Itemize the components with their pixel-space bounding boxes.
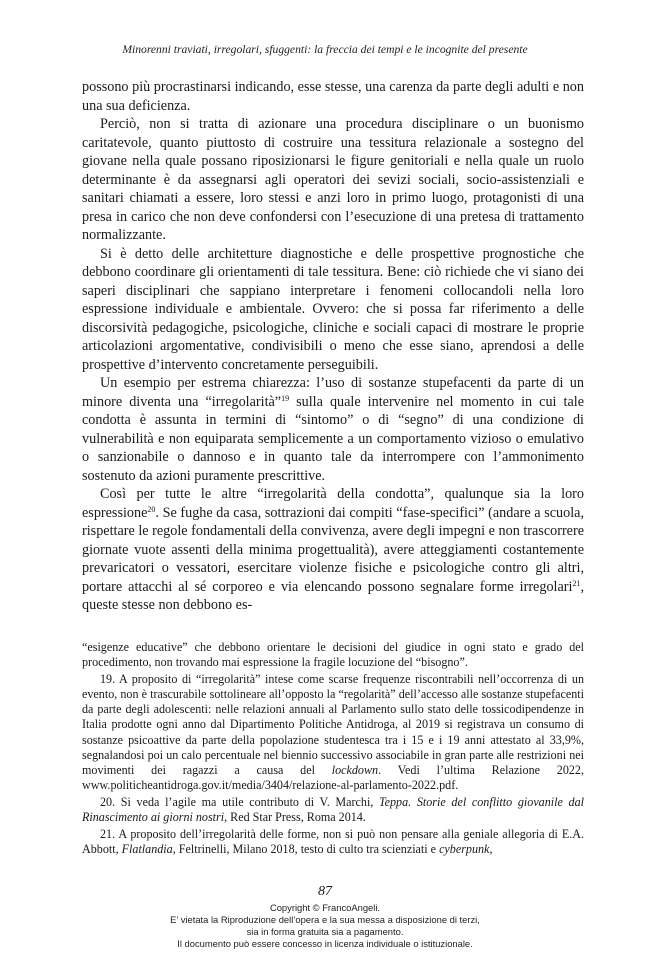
paragraph-text: Così per tutte le altre “irregolarità della condotta”, qualunque sia la loro espressione	[82, 486, 584, 521]
footnote-text: 21. A proposito dell’irregolarità delle forme, non si può non pensare alla geniale allegoria di E.A. Abbott,	[82, 827, 584, 857]
copyright-line: E’ vietata la Riproduzione dell’opera e la sua messa a disposizione di terzi,	[170, 914, 480, 925]
footnote-text: 20. Si veda l’agile ma utile contributo di V. Marchi,	[100, 794, 380, 809]
running-title: Minorenni traviati, irregolari, sfuggenti: la freccia dei tempi e le incognite del presente	[122, 43, 528, 56]
copyright-line: Il documento può essere concesso in licenza individuale o istituzionale.	[177, 938, 473, 949]
footnote-ref: 21	[572, 578, 581, 588]
paragraph-text: . Se fughe da casa, sottrazioni dai compiti “fase-specifici” (andare a scuola, rispettare le regole fondamentali della convivenza, avere degli impegni e non trascorrere giornate vuote assenti della minima progettualità), avere atteggiamenti costantemente prevaricatori o vessatori, esercitare violenze fisiche e psicologiche contro gli altri, portare attacchi al sé corporeo e via elencando possono segnalare forme irregolari	[82, 504, 584, 595]
footnote-ref: 20	[147, 504, 156, 514]
footnotes	[82, 640, 584, 859]
footnote-text: . Vedi l’ultima Relazione 2022, www.politicheantidroga.gov.it/media/3404/relazione-al-parlamento-2022.pdf.	[82, 762, 584, 792]
paragraph	[82, 374, 584, 485]
paragraph: possono più procrastinarsi indicando, esse stesse, una carenza da parte degli adulti e non una sua deficienza.	[82, 79, 584, 114]
copyright-notice	[0, 902, 650, 950]
footnote-text: , Red Star Press, Roma 2014.	[224, 810, 366, 825]
paragraph-text: , queste stesse non debbono es-	[82, 578, 584, 613]
footnote-ref: 19	[281, 393, 290, 403]
paragraph: Si è detto delle architetture diagnostiche e delle prospettive prognostiche che debbono coordinare gli orientamenti di tale tessitura. Bene: ciò richiede che vi siano dei saperi disciplinari che sappiano interpretare i fenomeni collocandoli nella loro espressione individuale e ambientale. Ovvero: che si possa far riferimento a delle discorsività pedagogiche, psicologiche, cliniche e sociali capaci di mostrare le proprie articolazioni argomentative, condivisibili o meno che esse siano, aprendosi a delle prospettive d’intervento concretamente perseguibili.	[82, 245, 584, 373]
footnote-text: 19. A proposito di “irregolarità” intese come scarse frequenze riscontrabili nell’occorrenza di un evento, non è trascurabile sottolineare all’opposto la “regolarità” dell’accesso alle sostanze stupefacenti da parte degli adolescenti: nelle relazioni annuali al Parlamento sullo stato delle tossicodipendenze in Italia prodotte ogni anno dal Dipartimento Politiche Antidroga, al 2019 si registrava un consumo di sostanze psicoattive da parte della popolazione studentesca tra i 15 e i 19 anni attestato al 33,9%, segnalandosi poi un calo percentuale nel biennio successivo associabile in gran parte alle restrizioni nei movimenti dei ragazzi a causa del	[82, 672, 584, 777]
page-number: 87	[318, 884, 332, 899]
footnote-italic: Teppa. Storie del conflitto giovanile dal Rinascimento ai giorni nostri	[82, 794, 584, 825]
body-text	[82, 78, 584, 615]
paragraph: Perciò, non si tratta di azionare una procedura disciplinare o un buonismo caritatevole, quanto piuttosto di costruire una tessitura relazionale a sostegno del giovane nella quale possano riposizionarsi le figure genitoriali e nella quale un ruolo determinante è da assegnarsi agli operatori dei sevizi sociali, socio-assistenziali e sanitari chiamati a essere, loro stessi e anzi loro in primo luogo, protagonisti di una presa in carico che non deve confondersi con l’esecuzione di una pretesa di trattamento normalizzante.	[82, 116, 584, 243]
paragraph-text: Un esempio per estrema chiarezza: l’uso di sostanze stupefacenti da parte di un minore diventa una “irregolarità”	[82, 375, 584, 410]
running-head	[60, 43, 590, 56]
footnote-italic: cyberpunk	[439, 842, 490, 857]
footnote-text: , Feltrinelli, Milano 2018, testo di culto tra scienziati e	[172, 842, 440, 857]
footnote-italic: lockdown	[331, 762, 379, 777]
footnote-italic: Flatlandia	[121, 842, 173, 857]
copyright-line: Copyright © FrancoAngeli.	[269, 902, 381, 913]
paragraph	[82, 485, 584, 615]
footnote-continuation: “esigenze educative” che debbono orientare le decisioni del giudice in ogni stato e grado del procedimento, non trovando mai espressione la fragile locuzione del “bisogno”.	[82, 640, 584, 670]
footnote-21	[82, 827, 584, 857]
paragraph-text: sulla quale intervenire nel momento in cui tale condotta è assunta in termini di “sintomo” o di “segno” di una condizione di vulnerabilità e non equiparata semplicemente a un comportamento vizioso o emulativo o sanzionabile o dannoso e in quanto tale da interrompere con l’ammonimento sostenuto da azioni puramente prescrittive.	[82, 393, 584, 484]
copyright-line: sia in forma gratuita sia a pagamento.	[246, 926, 404, 937]
footnote-20	[82, 795, 584, 825]
footnote-text: ,	[489, 842, 493, 857]
footnote-19	[82, 672, 584, 793]
